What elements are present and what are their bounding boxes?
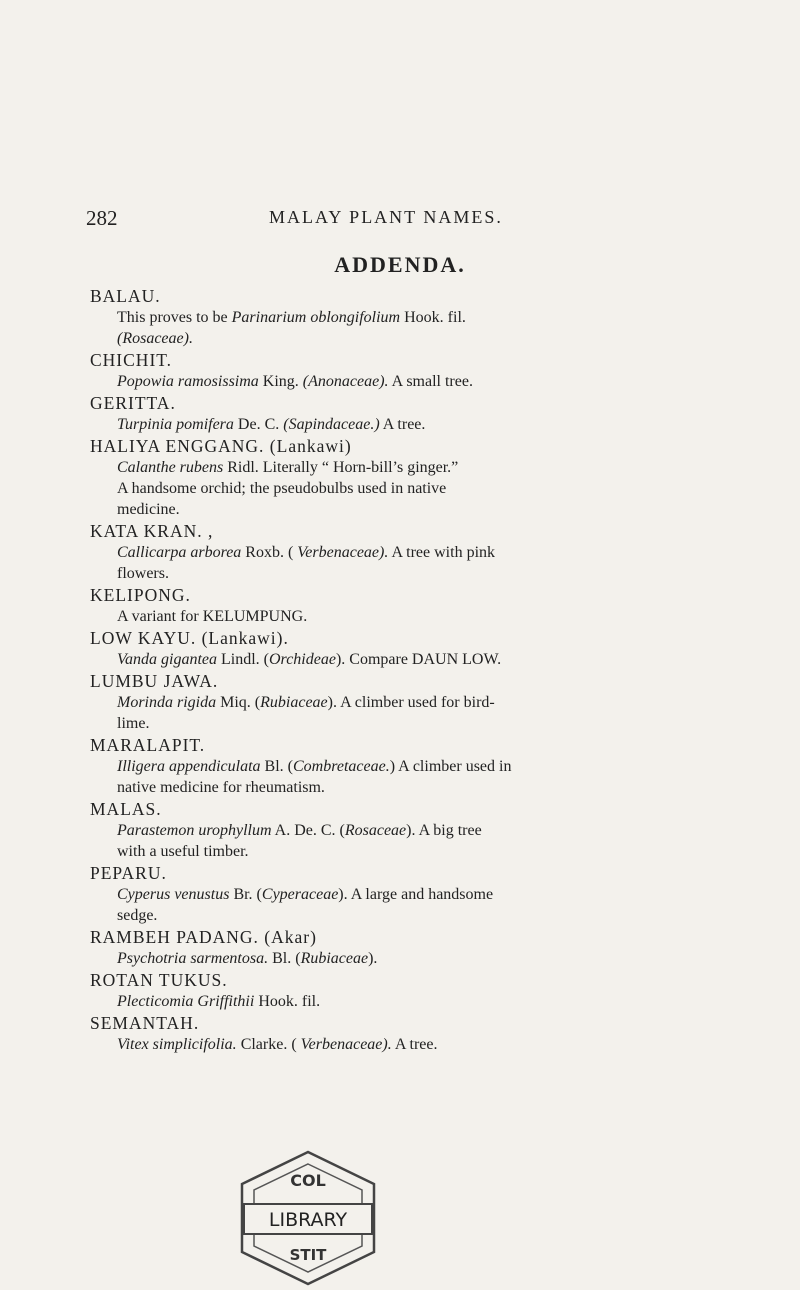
svg-text:LIBRARY: LIBRARY bbox=[268, 1209, 348, 1231]
species-name: Parastemon urophyllum bbox=[117, 822, 272, 839]
family-name: Rubiaceae bbox=[260, 694, 328, 711]
family-name: Cyperaceae bbox=[261, 886, 339, 903]
entry-text: A tree. bbox=[391, 1036, 438, 1053]
entry-headword: LUMBU JAWA. bbox=[90, 671, 219, 691]
entry-line bbox=[90, 307, 720, 328]
page-number: 282 bbox=[86, 206, 118, 230]
family-name: Rubiaceae bbox=[300, 950, 369, 967]
entry-text: Clarke. ( bbox=[236, 1036, 301, 1053]
species-name: Parinarium oblongifolium bbox=[231, 309, 401, 326]
entry-headword: MALAS. bbox=[90, 799, 162, 819]
family-name: (Sapindaceae.) bbox=[283, 416, 380, 433]
entry-line bbox=[90, 649, 720, 670]
entry-headword: LOW KAYU. (Lankawi). bbox=[90, 628, 289, 648]
species-name: Callicarpa arborea bbox=[117, 544, 242, 561]
entry-text: De. C. bbox=[233, 416, 284, 433]
species-name: Morinda rigida bbox=[117, 694, 217, 711]
entry-line bbox=[90, 991, 720, 1012]
entry-headword: KATA KRAN. , bbox=[90, 521, 214, 541]
entry-headword: SEMANTAH. bbox=[90, 1013, 200, 1033]
species-name: Plecticomia Griffithii bbox=[117, 993, 255, 1010]
dictionary-entry bbox=[90, 435, 720, 520]
running-head: MALAY PLANT NAMES. bbox=[269, 207, 503, 227]
dictionary-entry bbox=[90, 1012, 720, 1055]
entry-text: Ridl. Literally “ Horn-bill’s ginger.” bbox=[223, 459, 459, 476]
entry-text: lime. bbox=[117, 715, 150, 732]
entry-text: ). A climber used for bird- bbox=[327, 694, 495, 711]
entry-headword: PEPARU. bbox=[90, 863, 167, 883]
entry-headword: RAMBEH PADANG. (Akar) bbox=[90, 927, 317, 947]
dictionary-entry bbox=[90, 392, 720, 435]
entry-text: Roxb. ( bbox=[241, 544, 298, 561]
entry-line bbox=[90, 371, 720, 392]
species-name: Cyperus venustus bbox=[117, 886, 230, 903]
entry-headword: CHICHIT. bbox=[90, 350, 173, 370]
svg-text:COL: COL bbox=[290, 1171, 326, 1190]
entry-line bbox=[90, 777, 720, 798]
species-name: Turpinia pomifera bbox=[117, 416, 234, 433]
family-name: Orchideae bbox=[269, 651, 336, 668]
species-name: Popowia ramosissima bbox=[117, 373, 259, 390]
family-name: Rosaceae bbox=[344, 822, 407, 839]
dictionary-entry bbox=[90, 627, 720, 670]
entry-text: A small tree. bbox=[388, 373, 473, 390]
entry-text: Hook. fil. bbox=[254, 993, 321, 1010]
section-title: ADDENDA. bbox=[334, 252, 466, 277]
entry-text: sedge. bbox=[117, 907, 158, 924]
entry-headword: BALAU. bbox=[90, 286, 161, 306]
entry-line bbox=[90, 905, 720, 926]
family-name: Combretaceae. bbox=[292, 758, 390, 775]
species-name: Illigera appendiculata bbox=[117, 758, 261, 775]
entry-line bbox=[90, 414, 720, 435]
entry-text: This proves to be bbox=[117, 309, 232, 326]
family-name: (Anonaceae). bbox=[302, 373, 389, 390]
entry-text: Bl. ( bbox=[260, 758, 293, 775]
dictionary-entry bbox=[90, 520, 720, 584]
entry-line bbox=[90, 563, 720, 584]
entry-line bbox=[90, 713, 720, 734]
entry-line bbox=[90, 606, 720, 627]
entry-text: Miq. ( bbox=[216, 694, 261, 711]
entry-text: A tree. bbox=[379, 416, 426, 433]
entry-headword: ROTAN TUKUS. bbox=[90, 970, 228, 990]
entry-text: ). A large and handsome bbox=[338, 886, 494, 903]
entry-text: medicine. bbox=[117, 501, 180, 518]
entry-text: King. bbox=[258, 373, 303, 390]
dictionary-entry bbox=[90, 670, 720, 734]
species-name: (Rosaceae). bbox=[117, 330, 193, 347]
entry-line bbox=[90, 841, 720, 862]
entry-text: Hook. fil. bbox=[400, 309, 466, 326]
dictionary-entry bbox=[90, 969, 720, 1012]
species-name: Vitex simplicifolia. bbox=[117, 1036, 237, 1053]
entry-line bbox=[90, 457, 720, 478]
entry-line bbox=[90, 499, 720, 520]
entry-line bbox=[90, 692, 720, 713]
entry-text: Lindl. ( bbox=[217, 651, 269, 668]
dictionary-entry bbox=[90, 798, 720, 862]
entry-text: ). bbox=[368, 950, 378, 967]
entry-text: A tree with pink bbox=[388, 544, 496, 561]
entry-line bbox=[90, 542, 720, 563]
entry-text: Br. ( bbox=[229, 886, 262, 903]
entry-text: A. De. C. ( bbox=[271, 822, 345, 839]
entry-headword: GERITTA. bbox=[90, 393, 176, 413]
species-name: Calanthe rubens bbox=[117, 459, 224, 476]
entry-line bbox=[90, 884, 720, 905]
dictionary-entry bbox=[90, 734, 720, 798]
entry-text: ). A big tree bbox=[406, 822, 482, 839]
species-name: Psychotria sarmentosa. bbox=[117, 950, 269, 967]
entry-headword: KELIPONG. bbox=[90, 585, 191, 605]
entry-line bbox=[90, 756, 720, 777]
dictionary-entry bbox=[90, 862, 720, 926]
entry-text: ). Compare DAUN LOW. bbox=[335, 651, 502, 668]
dictionary-entry bbox=[90, 349, 720, 392]
dictionary-entry bbox=[90, 584, 720, 627]
family-name: Verbenaceae). bbox=[297, 544, 389, 561]
family-name: Verbenaceae). bbox=[300, 1036, 392, 1053]
entry-text: native medicine for rheumatism. bbox=[117, 779, 325, 796]
svg-text:STIT: STIT bbox=[289, 1246, 327, 1264]
entry-text: A variant for KELUMPUNG. bbox=[117, 608, 308, 625]
species-name: Vanda gigantea bbox=[117, 651, 217, 668]
entry-text: Bl. ( bbox=[268, 950, 301, 967]
entry-text: ) A climber used in bbox=[389, 758, 512, 775]
entry-text: flowers. bbox=[117, 565, 169, 582]
entry-line bbox=[90, 478, 720, 499]
page-header bbox=[86, 206, 706, 232]
entry-headword: MARALAPIT. bbox=[90, 735, 206, 755]
entry-headword: HALIYA ENGGANG. (Lankawi) bbox=[90, 436, 352, 456]
dictionary-entry bbox=[90, 926, 720, 969]
library-stamp bbox=[228, 1148, 388, 1288]
entry-line bbox=[90, 1034, 720, 1055]
entry-line bbox=[90, 820, 720, 841]
entry-text: with a useful timber. bbox=[117, 843, 249, 860]
dictionary-entry bbox=[90, 285, 720, 349]
entry-text: A handsome orchid; the pseudobulbs used in native bbox=[117, 480, 447, 497]
entry-line bbox=[90, 328, 720, 349]
entry-line bbox=[90, 948, 720, 969]
entries-list bbox=[90, 285, 720, 1055]
